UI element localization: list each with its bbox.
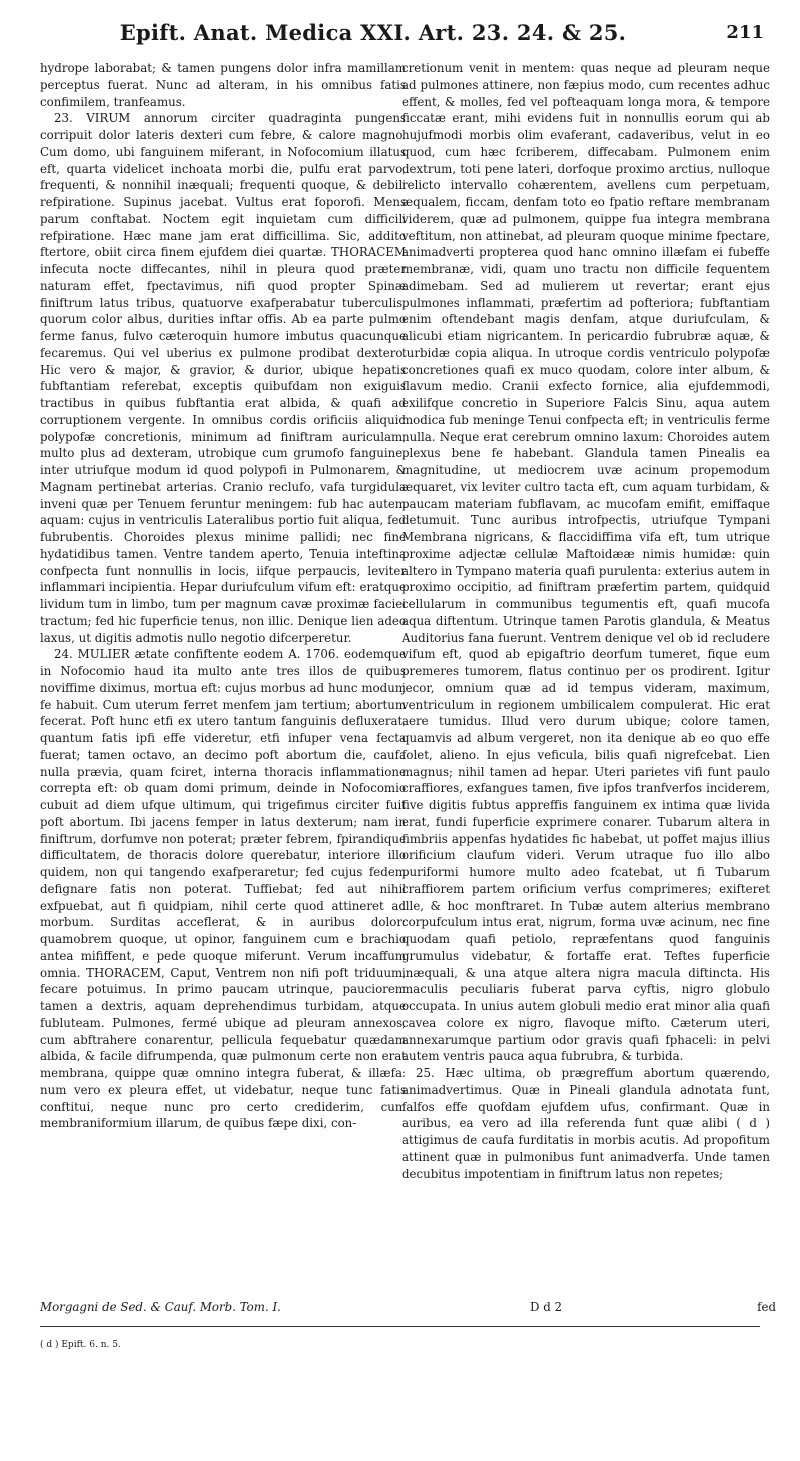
running-title: Epift. Anat. Medica XXI. Art. 23. 24. & 25. — [119, 20, 627, 45]
paragraph: 24. MULIER ætate confiftente eodem A. 1706. eodemque in Nofocomio haud ita multo ante tres illos de quibus noviffime diximus, mortua eft: cujus morbus ad hunc modum fe habuit. Cum uterum ferret menfem jam tertium; abortum fecerat. Poft hunc etfi ex utero tantum fanguinis defluxerat, quantum fatis ipfi effe videretur, etfi infuper vena fecta fuerat; tamen octavo, an decimo poft abortum die, caufa nulla prævia, quam fciret, interna thoracis inflammatione correpta eft: ob quam domi primum, deinde in Nofocomio cubuit ad diem ufque ultimum, qui trigefimus circiter fuit poft abortum. Ibi jacens femper in latus dexterum; nam in finiftrum, dorfumve non poterat; præter febrem, fpirandique difficultatem, de thoracis dolore querebatur, interiore illo quidem, non qui tangendo exafperaretur; fed cujus fedem defignare fatis non poterat. Tuffiebat; fed aut nihil exfpuebat, aut fi quidpiam, nihil certe quod attineret ad morbum. Surditas acceflerat, & in auribus dolor: quamobrem quoque, ut opinor, fanguinem cum e brachio antea mififfent, e pede quoque miferunt. Verum incaffum omnia. THORACEM, Caput, Ventrem non nifi poft triduum, fecare potuimus. In primo paucam utrinque, pauciorem tamen a dextris, aquam deprehendimus turbidam, atque fubluteam. Pulmones, fermé ubique ad pleuram annexos, cum abftrahere conarentur, pellicula fequebatur quædam albida, & facile difrumpenda, quæ pulmonum certe non erat membrana, quippe quæ omnino integra fuberat, & illæfa: num vero ex pleura effet, ut videbatur, neque tunc fatis conftitui, neque nunc pro certo crediderim, cum membraniformium illarum, de quibus fæpe dixi, con- — [40, 647, 406, 1131]
page-header — [42, 20, 764, 52]
paragraph: 25. Hæc ultima, ob prægreffum abortum quærendo, animadvertimus. Quæ in Pineali glandula adnotata funt, falfos effe quofdam ejufdem ufus, confirmant. Quæ in auribus, ea vero ad illa referenda funt quæ alibi ( d ) attigimus de caufa furditatis in morbis acutis. Ad propofitum attinent quæ in pulmonibus funt animadverfa. Unde tamen decubitus impotentiam in finiftrum latus non repetes; — [402, 1066, 770, 1181]
book-reference: Morgagni de Sed. & Cauf. Morb. Tom. I. — [40, 1300, 281, 1314]
signature-mark: D d 2 — [530, 1300, 563, 1314]
catchword: fed — [757, 1300, 776, 1314]
footnote: ( d ) Epift. 6. n. 5. — [40, 1340, 121, 1350]
page-signature-line — [40, 1300, 780, 1318]
left-column — [40, 60, 406, 1132]
paragraph: cretionum venit in mentem: quas neque ad pleuram neque ad pulmones attinere, non fæpius modo, cum recentes adhuc effent, & molles, fed vel pofteaquam longa mora, & tempore ficcatæ erant, mihi evidens fuit in nonnullis eorum qui ab hujufmodi morbis olim evaferant, cadaveribus, velut in eo quod, cum hæc fcriberem, diffecabam. Pulmonem enim dextrum, toti pene lateri, dorfoque proximo arctius, nulloque relicto intervallo cohærentem, avellens cum perpetuam, æqualem, ficcam, denfam toto eo fpatio reftare membranam viderem, quæ ad pulmonem, quippe fua integra membrana veftitum, non attinebat, ad pleuram quoque minime fpectare, animadverti propterea quod hanc omnino illæfam ei fubeffe membranæ, vidi, quam uno tractu non difficile fequentem adimebam. Sed ad mulierem ut revertar; erant ejus pulmones inflammati, præfertim ad pofteriora; fubftantiam enim oftendebant magis denfam, atque duriufculam, & alicubi etiam nigricantem. In pericardio fubrubræ aquæ, & turbidæ copia aliqua. In utroque cordis ventriculo polypofæ concretiones quafi ex muco quodam, colore inter album, & flavum medio. Cranii exfecto fornice, alia ejufdemmodi, exilifque concretio in Superiore Falcis Sinu, aqua autem modica fub meninge Tenui confpecta eft; in ventriculis ferme nulla. Neque erat cerebrum omnino laxum: Choroides autem plexus bene fe habebant. Glandula tamen Pinealis ea magnitudine, ut mediocrem uvæ acinum propemodum æquaret, vix leviter cultro tacta eft, cum aquam turbidam, & paucam materiam fubflavam, ac mucofam emifit, emiffaque detumuit. Tunc auribus introfpectis, utriufque Tympani Membrana nigricans, & flaccidiffima vifa eft, tum utrique proxime adjectæ cellulæ Maftoidææ nimis humidæ: quin altero in Tympano materia quafi purulenta: exterius autem in proximo occipitio, ad finiftram præfertim partem, quidquid cellularum in communibus tegumentis eft, quafi mucofa aqua diftentum. Utrinque tamen Parotis glandula, & Meatus Auditorius fana fuerunt. Ventrem denique vel ob id recludere vifum eft, quod ab epigaftrio deorfum tumeret, fique eum premeres tumorem, flatus continuo per os prodirent. Igitur jecor, omnium quæ ad id tempus videram, maximum, ventriculum in regionem umbilicalem compulerat. Hic erat aere tumidus. Illud vero durum ubique; colore tamen, quamvis ad album vergeret, non ita denique ab eo quo effe folet, alieno. In ejus veficula, bilis quafi nigrefcebat. Lien magnus; nihil tamen ad hepar. Uteri parietes vifi funt paulo craffiores, exfangues tamen, five ipfos tranfverfos inciderem, five digitis fubtus appreffis fanguinem ex intima quæ livida erat, fundi fuperficie exprimere conarer. Tubarum altera in fimbriis appenfas hydatides fic habebat, ut poffet majus illius orificium claufum videri. Verum utraque fuo illo albo puriformi humore multo adeo fcatebat, ut fi Tubarum craffiorem partem orificium verfus comprimeres; exifteret ille, & hoc monftraret. In Tubæ autem alterius membrano corpufculum intus erat, nigrum, forma uvæ acinum, nec fine quodam quafi petiolo, repræfentans quod fanguinis grumulus videbatur, & fortaffe erat. Teftes fuperficie inæquali, & una atque altera nigra macula diftincta. His maculis peculiaris fuberat parva cyftis, nigro globulo occupata. In unius autem globuli medio erat minor alia quafi cavea colore ex nigro, flavoque mifto. Cæterum uteri, annexarumque partium odor gravis quafi fphaceli: in pelvi autem ventris pauca aqua fubrubra, & turbida. — [402, 61, 770, 1064]
page-number: 211 — [726, 22, 764, 43]
right-column — [402, 60, 770, 1182]
footnote-rule — [40, 1326, 760, 1327]
paragraph: hydrope laborabat; & tamen pungens dolor infra mamillam perceptus fuerat. Nunc ad alteram, in his omnibus fatis confimilem, tranfeamus. — [40, 61, 406, 109]
paragraph: 23. VIRUM annorum circiter quadraginta pungens corripuit dolor lateris dexteri cum febre, & calore magno. Cum domo, ubi fanguinem miferant, in Nofocomium illatus eft, quarta videlicet inchoata morbi die, pulfu erat parvo, frequenti, & nonnihil inæquali; frequenti quoque, & debili refpiratione. Supinus jacebat. Vultus erat foporofi. Mens parum conftabat. Noctem egit inquietam cum difficili refpiratione. Hæc mane jam erat difficillima. Sic, addito ftertore, obiit circa finem ejufdem diei quartæ. THORACEM infecuta nocte diffecantes, nihil in pleura quod præter naturam effet, fpectavimus, nifi quod propter Spinæ finiftrum latus tribus, quatuorve exafperabatur tuberculis, quorum color albus, durities inftar offis. Ab ea parte pulmo ferme fanus, fulvo cæteroquin humore imbutus quacunque fecaremus. Qui vel uberius ex pulmone prodibat dextero. Hic vero & major, & gravior, & durior, ubique hepatis fubftantiam referebat, exceptis quibufdam non exiguis tractibus in quibus fubftantia erat albida, & quafi ad corruptionem vergente. In omnibus cordis orificiis aliquid polypofæ concretionis, minimum ad finiftram auriculam, multo plus ad dexteram, utrobique cum grumofo fanguine, inter utriufque modum id quod polypofi in Pulmonarem, & Magnam pertinebat arterias. Cranio reclufo, vafa turgidula inveni quæ per Tenuem feruntur meningem: fub hac autem aquam: cujus in ventriculis Lateralibus portio fuit aliqua, fed fubrubentis. Choroides plexus minime pallidi; nec fine hydatidibus tamen. Ventre tandem aperto, Tenuia inteftina confpecta funt nonnullis in locis, iifque perpaucis, leviter inflammari incipientia. Hepar duriufculum vifum eft: eratque lividum tum in limbo, tum per magnum cavæ proximæ faciei tractum; fed hic fuperficie tenus, non illic. Denique lien adeo laxus, ut digitis admotis nullo negotio difcerperetur. — [40, 111, 406, 645]
